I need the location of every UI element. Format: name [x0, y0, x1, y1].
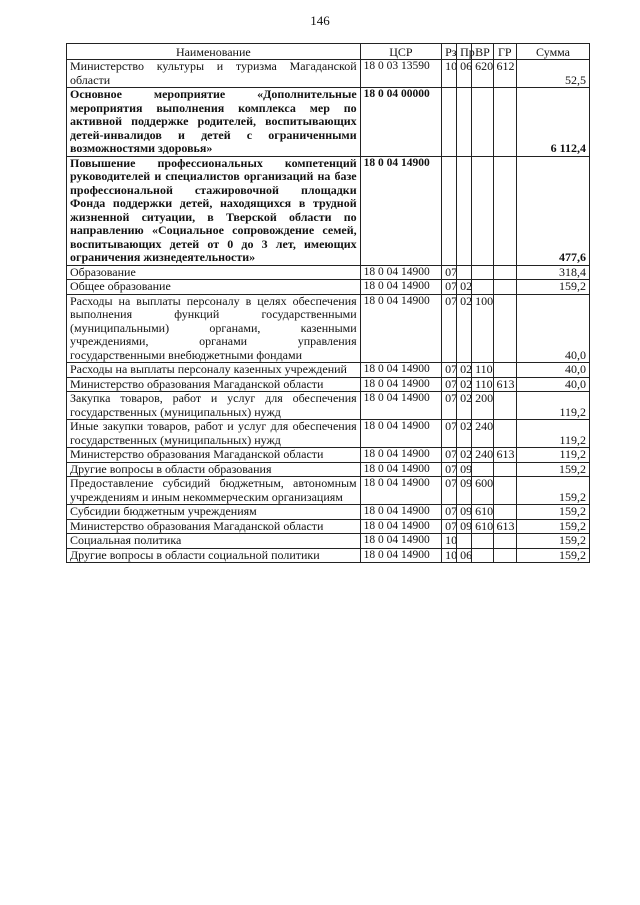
row-gr-cell [493, 534, 517, 549]
row-csr-cell: 18 0 04 14900 [360, 534, 441, 549]
row-pr-cell: 02 [457, 377, 472, 392]
row-sum-cell: 159,2 [517, 462, 590, 477]
header-csr: ЦСР [360, 44, 441, 60]
table-row [67, 477, 590, 505]
row-gr-cell [493, 156, 517, 265]
row-vr-cell: 610 [472, 519, 493, 534]
row-pr-cell: 02 [457, 420, 472, 448]
table-row [67, 294, 590, 363]
row-name-cell: Субсидии бюджетным учреждениям [67, 505, 361, 520]
row-pr-cell: 02 [457, 363, 472, 378]
row-vr-cell: 110 [472, 377, 493, 392]
row-rz-cell: 07 [442, 462, 457, 477]
row-pr-cell: 09 [457, 477, 472, 505]
row-gr-cell [493, 280, 517, 295]
row-pr-cell [457, 88, 472, 157]
table-row [67, 88, 590, 157]
row-gr-cell [493, 477, 517, 505]
table-row [67, 548, 590, 563]
row-csr-cell: 18 0 04 14900 [360, 294, 441, 363]
row-gr-cell [493, 392, 517, 420]
row-pr-cell [457, 265, 472, 280]
row-vr-cell [472, 280, 493, 295]
row-vr-cell [472, 88, 493, 157]
table-row [67, 420, 590, 448]
row-csr-cell: 18 0 04 14900 [360, 363, 441, 378]
row-name-cell: Другие вопросы в области образования [67, 462, 361, 477]
row-csr-cell: 18 0 04 14900 [360, 519, 441, 534]
table-row [67, 519, 590, 534]
row-rz-cell: 07 [442, 505, 457, 520]
row-pr-cell: 09 [457, 519, 472, 534]
table-row [67, 448, 590, 463]
table-row [67, 280, 590, 295]
row-name-cell: Министерство образования Магаданской области [67, 519, 361, 534]
row-vr-cell: 240 [472, 448, 493, 463]
row-csr-cell: 18 0 04 14900 [360, 548, 441, 563]
row-sum-cell: 318,4 [517, 265, 590, 280]
row-csr-cell: 18 0 04 14900 [360, 505, 441, 520]
row-name-cell: Другие вопросы в области социальной политики [67, 548, 361, 563]
row-csr-cell: 18 0 04 14900 [360, 156, 441, 265]
row-rz-cell: 10 [442, 548, 457, 563]
row-vr-cell: 110 [472, 363, 493, 378]
row-gr-cell: 613 [493, 377, 517, 392]
row-csr-cell: 18 0 04 14900 [360, 462, 441, 477]
row-sum-cell: 159,2 [517, 534, 590, 549]
row-vr-cell: 600 [472, 477, 493, 505]
row-rz-cell: 07 [442, 265, 457, 280]
row-name-cell: Министерство образования Магаданской области [67, 448, 361, 463]
row-name-cell: Основное мероприятие «Дополнительные мероприятия выполнения комплекса мер по активной поддержке родителей, воспитывающих детей-инвалидов и детей с ограниченными возможностями здоровья» [67, 88, 361, 157]
row-sum-cell: 119,2 [517, 420, 590, 448]
row-sum-cell: 159,2 [517, 280, 590, 295]
row-csr-cell: 18 0 04 00000 [360, 88, 441, 157]
table-row [67, 462, 590, 477]
row-vr-cell: 100 [472, 294, 493, 363]
row-vr-cell [472, 534, 493, 549]
row-rz-cell: 07 [442, 377, 457, 392]
row-sum-cell: 159,2 [517, 477, 590, 505]
row-rz-cell: 07 [442, 392, 457, 420]
budget-table [66, 43, 590, 563]
row-gr-cell [493, 265, 517, 280]
row-rz-cell: 07 [442, 420, 457, 448]
row-sum-cell: 119,2 [517, 448, 590, 463]
page-number: 146 [310, 13, 330, 28]
header-sum: Сумма [517, 44, 590, 60]
row-csr-cell: 18 0 04 14900 [360, 377, 441, 392]
row-vr-cell [472, 548, 493, 563]
row-name-cell: Повышение профессиональных компетенций руководителей и специалистов организаций на базе профессиональной стажировочной площадки Фонда поддержки детей, находящихся в трудной жизненной ситуации, в Тверской области по направлению «Социальное сопровождение семей, воспитывающих детей от 0 до 3 лет, имеющих ограничения жизнедеятельности» [67, 156, 361, 265]
row-gr-cell [493, 505, 517, 520]
row-vr-cell: 620 [472, 60, 493, 88]
row-pr-cell: 02 [457, 448, 472, 463]
row-vr-cell [472, 462, 493, 477]
row-name-cell: Иные закупки товаров, работ и услуг для обеспечения государственных (муниципальных) нужд [67, 420, 361, 448]
row-rz-cell: 10 [442, 534, 457, 549]
row-rz-cell: 10 [442, 60, 457, 88]
row-gr-cell [493, 88, 517, 157]
header-name: Наименование [67, 44, 361, 60]
row-rz-cell: 07 [442, 448, 457, 463]
table-header-row [67, 44, 590, 60]
row-pr-cell: 06 [457, 548, 472, 563]
table-row [67, 265, 590, 280]
row-sum-cell: 40,0 [517, 377, 590, 392]
row-pr-cell: 09 [457, 505, 472, 520]
table-row [67, 60, 590, 88]
row-name-cell: Образование [67, 265, 361, 280]
row-vr-cell: 610 [472, 505, 493, 520]
row-gr-cell: 612 [493, 60, 517, 88]
row-sum-cell: 119,2 [517, 392, 590, 420]
row-sum-cell: 159,2 [517, 548, 590, 563]
row-vr-cell: 240 [472, 420, 493, 448]
row-rz-cell: 07 [442, 280, 457, 295]
row-gr-cell: 613 [493, 519, 517, 534]
row-sum-cell: 40,0 [517, 363, 590, 378]
row-sum-cell: 52,5 [517, 60, 590, 88]
row-name-cell: Общее образование [67, 280, 361, 295]
row-name-cell: Предоставление субсидий бюджетным, автономным учреждениям и иным некоммерческим организациям [67, 477, 361, 505]
row-gr-cell [493, 294, 517, 363]
row-vr-cell: 200 [472, 392, 493, 420]
table-body [67, 60, 590, 563]
row-csr-cell: 18 0 04 14900 [360, 280, 441, 295]
row-csr-cell: 18 0 04 14900 [360, 477, 441, 505]
row-sum-cell: 477,6 [517, 156, 590, 265]
row-name-cell: Социальная политика [67, 534, 361, 549]
row-sum-cell: 6 112,4 [517, 88, 590, 157]
row-csr-cell: 18 0 04 14900 [360, 392, 441, 420]
row-rz-cell: 07 [442, 477, 457, 505]
row-pr-cell: 02 [457, 294, 472, 363]
row-rz-cell: 07 [442, 519, 457, 534]
table-row [67, 363, 590, 378]
row-rz-cell [442, 156, 457, 265]
row-rz-cell [442, 88, 457, 157]
header-pr: Пр [457, 44, 472, 60]
row-sum-cell: 159,2 [517, 505, 590, 520]
row-gr-cell [493, 548, 517, 563]
row-sum-cell: 159,2 [517, 519, 590, 534]
row-pr-cell: 09 [457, 462, 472, 477]
row-pr-cell: 02 [457, 280, 472, 295]
row-gr-cell [493, 363, 517, 378]
row-vr-cell [472, 265, 493, 280]
row-csr-cell: 18 0 03 13590 [360, 60, 441, 88]
header-gr: ГР [493, 44, 517, 60]
row-name-cell: Расходы на выплаты персоналу казенных учреждений [67, 363, 361, 378]
header-vr: ВР [472, 44, 493, 60]
row-name-cell: Закупка товаров, работ и услуг для обеспечения государственных (муниципальных) нужд [67, 392, 361, 420]
row-pr-cell: 02 [457, 392, 472, 420]
row-rz-cell: 07 [442, 294, 457, 363]
table-row [67, 156, 590, 265]
row-name-cell: Расходы на выплаты персоналу в целях обеспечения выполнения функций государственными (муниципальными) органами, казенными учреждениями, органами управления государственными внебюджетными фондами [67, 294, 361, 363]
row-gr-cell [493, 462, 517, 477]
row-pr-cell [457, 534, 472, 549]
table-row [67, 505, 590, 520]
row-csr-cell: 18 0 04 14900 [360, 448, 441, 463]
row-csr-cell: 18 0 04 14900 [360, 265, 441, 280]
row-name-cell: Министерство образования Магаданской области [67, 377, 361, 392]
row-pr-cell [457, 156, 472, 265]
table-row [67, 377, 590, 392]
row-rz-cell: 07 [442, 363, 457, 378]
row-gr-cell: 613 [493, 448, 517, 463]
row-sum-cell: 40,0 [517, 294, 590, 363]
row-vr-cell [472, 156, 493, 265]
row-csr-cell: 18 0 04 14900 [360, 420, 441, 448]
header-rz: Рз [442, 44, 457, 60]
row-pr-cell: 06 [457, 60, 472, 88]
row-gr-cell [493, 420, 517, 448]
table-row [67, 392, 590, 420]
row-name-cell: Министерство культуры и туризма Магаданской области [67, 60, 361, 88]
table-row [67, 534, 590, 549]
